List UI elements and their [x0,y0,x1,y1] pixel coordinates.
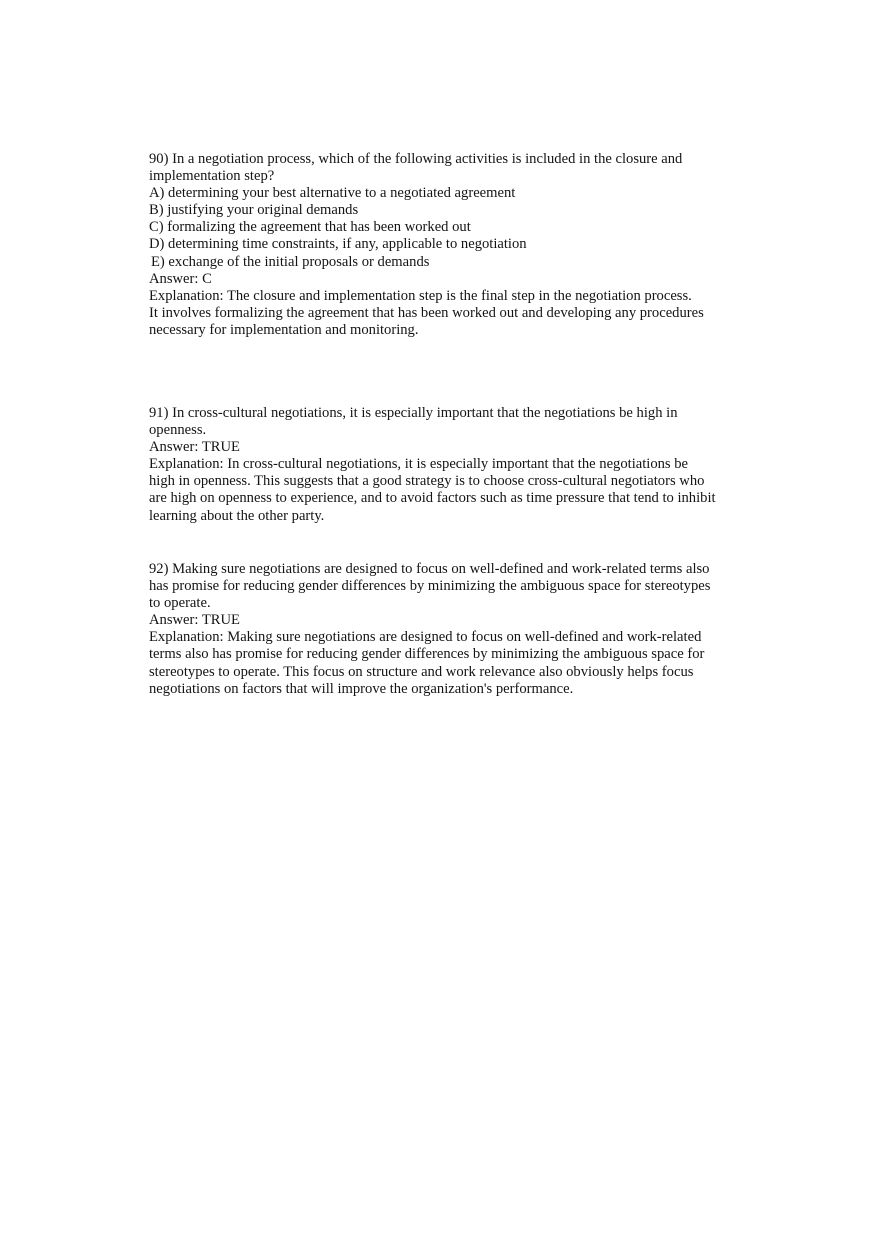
answer-option-b: B) justifying your original demands [149,202,359,219]
answer-option-a: A) determining your best alternative to a negotiated agreement [149,185,516,202]
question-stem-line: 92) Making sure negotiations are designed to focus on well-defined and work-related terms also [149,561,710,577]
question-stem-line: to operate. [149,595,211,612]
answer-line: Answer: TRUE [149,439,240,456]
explanation-line: necessary for implementation and monitoring. [149,321,419,338]
question-stem-line: implementation step? [149,168,275,185]
explanation-line: are high on openness to experience, and to avoid factors such as time pressure that tend to inhibit [149,490,716,507]
question-91 [149,405,739,525]
explanation-line: terms also has promise for reducing gender differences by minimizing the ambiguous space for [149,646,705,663]
question-stem-line: 90) In a negotiation process, which of the following activities is included in the closure and [149,151,683,167]
explanation-line: Explanation: In cross-cultural negotiations, it is especially important that the negotiations be [149,456,689,473]
answer-line: Answer: C [149,270,212,287]
explanation-line: learning about the other party. [149,507,325,524]
answer-line: Answer: TRUE [149,612,240,629]
explanation-line: negotiations on factors that will improve the organization's performance. [149,680,574,697]
explanation-line: Explanation: The closure and implementation step is the final step in the negotiation process. [149,287,692,304]
question-90 [149,151,739,339]
question-stem-line: openness. [149,422,207,439]
question-stem-line: 91) In cross-cultural negotiations, it is especially important that the negotiations be high in [149,405,678,421]
question-stem-line: has promise for reducing gender differences by minimizing the ambiguous space for stereotypes [149,578,711,595]
answer-option-e: E) exchange of the initial proposals or demands [151,253,430,270]
explanation-line: stereotypes to operate. This focus on structure and work relevance also obviously helps focus [149,663,694,680]
answer-option-c: C) formalizing the agreement that has been worked out [149,219,471,236]
question-92 [149,561,739,698]
explanation-line: Explanation: Making sure negotiations are designed to focus on well-defined and work-related [149,629,702,646]
answer-option-d: D) determining time constraints, if any, applicable to negotiation [149,236,527,253]
explanation-line: high in openness. This suggests that a good strategy is to choose cross-cultural negotiators who [149,473,705,490]
explanation-line: It involves formalizing the agreement that has been worked out and developing any procedures [149,304,704,321]
